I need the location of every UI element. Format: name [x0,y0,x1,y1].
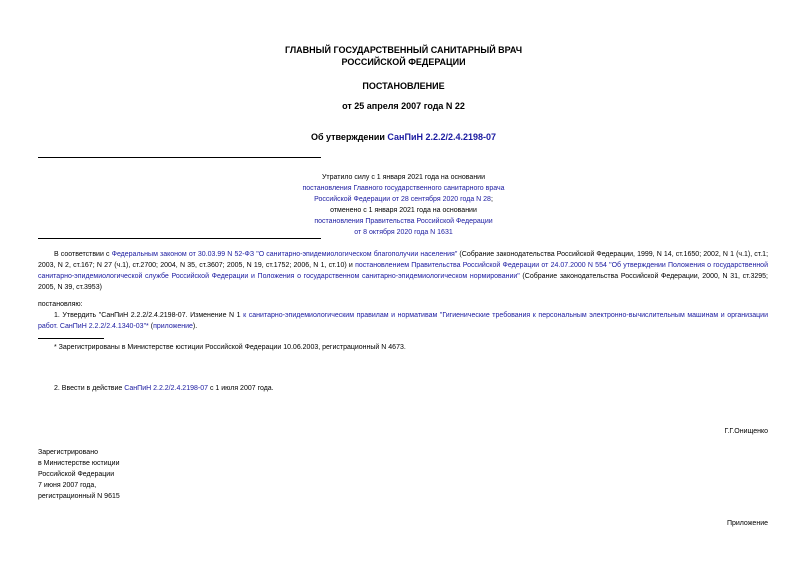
status-note-government-link-2[interactable]: от 8 октября 2020 года N 1631 [354,229,453,236]
footnote: * Зарегистрированы в Министерстве юстиции Российской Федерации 10.06.2003, регистрационный N 4673. [54,344,406,351]
issuer-line-2: РОССИЙСКОЙ ФЕДЕРАЦИИ [341,57,466,67]
sanpin-effective-link[interactable]: СанПиН 2.2.2/2.4.2198-07 [124,385,208,392]
document-type: ПОСТАНОВЛЕНИЕ [362,81,445,91]
registration-line-3: Российской Федерации [38,471,115,478]
item-1-text-1: 1. Утвердить "СанПиН 2.2.2/2.4.2198-07. Изменение N 1 [54,312,244,319]
appendix-link[interactable]: приложение [153,323,193,330]
divider-top [38,157,321,158]
item-2-text-1: 2. Ввести в действие [54,385,125,392]
title-prefix: Об утверждении [310,132,388,142]
item-2 [54,383,274,394]
federal-law-link[interactable]: Федеральным законом от 30.03.99 N 52-ФЗ "О санитарно-эпидемиологическом благополучии населения" [111,251,458,258]
status-note-line-1: Утратило силу с 1 января 2021 года на основании [321,174,486,181]
registration-line-1: Зарегистрировано [38,449,98,456]
status-note [220,172,587,238]
item-1 [38,310,768,332]
signature: Г.Г.Онищенко [724,428,768,435]
divider-status-end [38,238,321,239]
status-note-semicolon: ; [490,196,493,203]
sanitary-rules-link[interactable]: к санитарно-эпидемиологическим правилам и нормативам "Гигиенические требования к персональным электронно-вычислительным машинам и организации работ. СанПиН 2.2.2/2.4.1340-03"* [38,312,768,330]
document-date-number: от 25 апреля 2007 года N 22 [342,101,465,111]
title-sanpin-link[interactable]: СанПиН 2.2.2/2.4.2198-07 [387,132,497,142]
preamble-text-2: (Собрание законодательства Российской Федерации, 1999, N 14, ст.1650; 2002, N 1 (ч.1), ст.1; 2003, N 2, ст.167; N 27 (ч.1), ст.2700; 2004, N 35, ст.3607; 2005, N 19, ст.1752; 2006, N 1, ст.10) и [38,251,769,269]
issuer-line-1: ГЛАВНЫЙ ГОСУДАРСТВЕННЫЙ САНИТАРНЫЙ ВРАЧ [284,45,523,55]
registration-line-2: в Министерстве юстиции [38,460,120,467]
footnote-divider [38,338,104,339]
registration-line-5: регистрационный N 9615 [38,493,120,500]
status-note-line-4: отменено с 1 января 2021 года на основании [330,207,477,214]
preamble-text-3: (Собрание законодательства Российской Федерации, 2000, N 31, ст.3295; 2005, N 39, ст.3953) [38,273,768,291]
government-decree-554-link[interactable]: постановлением Правительства Российской Федерации от 24.07.2000 N 554 "Об утверждении Положения о государственной санитарно-эпидемиологической службе Российской Федерации и Положения о государственном санитарно-эпидемиологическом нормировании" [38,262,768,280]
item-2-text-2: с 1 июля 2007 года. [208,385,274,392]
status-note-decree-link-2[interactable]: Российской Федерации от 28 сентября 2020 года N 28 [314,196,491,203]
document-title [0,131,807,143]
item-1-text-3: ). [192,323,198,330]
status-note-decree-link-1[interactable]: постановления Главного государственного санитарного врача [302,185,505,192]
status-note-government-link-1[interactable]: постановления Правительства Российской Федерации [314,218,493,225]
item-1-text-2: ( [148,323,154,330]
preamble-text-1: В соответствии с [54,251,112,258]
preamble-paragraph [38,249,768,293]
registration-line-4: 7 июня 2007 года, [38,482,97,489]
registration-block [38,447,120,502]
resolves-label: постановляю: [38,301,83,308]
appendix-label: Приложение [726,520,768,527]
